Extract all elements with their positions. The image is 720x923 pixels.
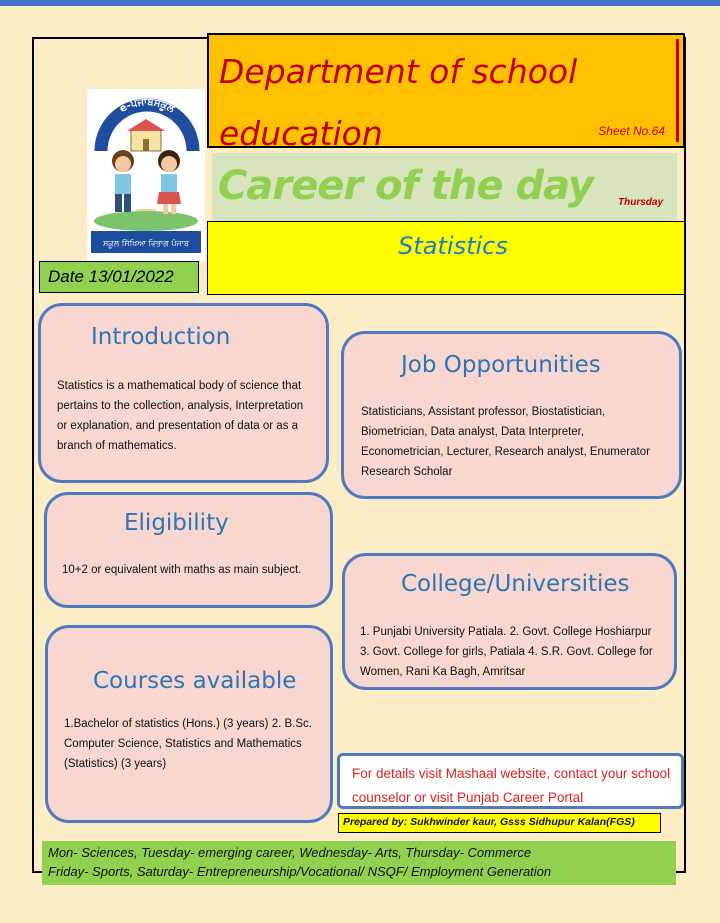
details-note-text: For details visit Mashaal website, contact your school counselor or visit Punjab Career Portal	[352, 766, 671, 805]
department-header	[207, 33, 685, 153]
colleges-text: 1. Punjabi University Patiala. 2. Govt. College Hoshiarpur 3. Govt. College for girls, Patiala 4. S.R. Govt. College for Women, Rani Ka Bagh, Amritsar	[360, 626, 653, 678]
courses-card	[45, 625, 333, 823]
eligibility-text: 10+2 or equivalent with maths as main subject.	[62, 564, 302, 576]
logo-banner-text: ਸਕੂਲ ਸਿੱਖਿਆ ਵਿਭਾਗ ਪੰਜਾਬ	[102, 239, 190, 248]
eligibility-card	[44, 492, 333, 608]
career-topic-banner	[207, 221, 685, 295]
career-title: Career of the day	[218, 163, 593, 209]
header-accent-line	[676, 39, 679, 142]
job-opportunities-title: Job Opportunities	[401, 352, 601, 378]
eligibility-title: Eligibility	[124, 510, 229, 536]
career-of-the-day-banner	[212, 153, 677, 221]
courses-text: 1.Bachelor of statistics (Hons.) (3 years) 2. B.Sc. Computer Science, Statistics and Mathematics (Statistics) (3 years)	[64, 718, 312, 770]
schedule-line-1: Mon- Sciences, Tuesday- emerging career, Wednesday- Arts, Thursday- Commerce	[48, 845, 532, 860]
date-badge	[39, 261, 199, 293]
department-title: Department of school education	[219, 52, 578, 153]
prepared-by-text: Prepared by: Sukhwinder kaur, Gsss Sidhupur Kalan(FGS)	[343, 816, 635, 828]
date-text: Date 13/01/2022	[48, 267, 174, 286]
job-opportunities-text: Statisticians, Assistant professor, Biostatistician, Biometrician, Data analyst, Data Interpreter, Econometrician, Lecturer, Research analyst, Enumerator Research Scholar	[361, 406, 650, 478]
job-opportunities-card	[341, 331, 682, 499]
career-day: Thursday	[618, 197, 664, 208]
weekly-schedule	[42, 841, 676, 885]
e-punjab-school-logo	[87, 89, 205, 261]
schedule-line-2: Friday- Sports, Saturday- Entrepreneurship/Vocational/ NSQF/ Employment Generation	[48, 864, 552, 879]
colleges-title: College/Universities	[401, 571, 630, 597]
prepared-by-badge	[338, 813, 661, 833]
logo-arc-text: e-ਪੰਜਾਬਸਕੂਲ	[117, 96, 177, 116]
details-note	[337, 753, 684, 809]
top-accent-bar	[0, 0, 720, 6]
colleges-card	[342, 553, 677, 690]
career-topic: Statistics	[398, 232, 508, 260]
courses-title: Courses available	[93, 668, 297, 694]
sheet-number: Sheet No.64	[598, 124, 665, 138]
introduction-text: Statistics is a mathematical body of science that pertains to the collection, analysis, Interpretation or explanation, and presentation of data or as a branch of mathematics.	[57, 380, 304, 452]
introduction-card	[38, 303, 329, 483]
introduction-title: Introduction	[91, 324, 231, 350]
